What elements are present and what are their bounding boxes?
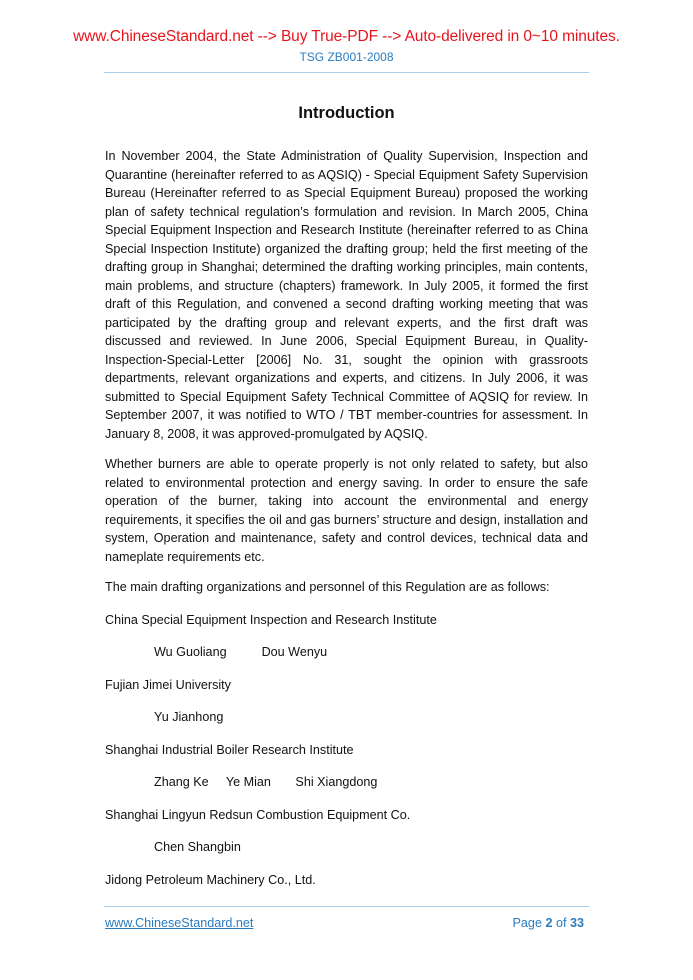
page-prefix: Page [512,916,546,930]
page-mid: of [552,916,570,930]
promo-banner[interactable]: www.ChineseStandard.net --> Buy True-PDF --> Auto-delivered in 0~10 minutes. [73,28,620,45]
document-id: TSG ZB001-2008 [299,50,394,64]
organization-name: Shanghai Industrial Boiler Research Institute [105,742,354,757]
paragraph-history: In November 2004, the State Administration of Quality Supervision, Inspection and Quarantine (hereinafter referred to as AQSIQ) - Special Equipment Safety Supervision Bureau (Hereinafter referred to as Special Equipment Bureau) proposed the working plan of safety technical regulation’s formulation and revision. In March 2005, China Special Equipment Inspection and Research Institute (hereinafter referred to as China Special Inspection Institute) organized the drafting group; held the first meeting of the drafting group in Shanghai; determined the drafting working principles, main contents, main problems, and structure (chapters) framework. In July 2005, it formed the first draft of this Regulation, and convened a second drafting working meeting that was participated by the drafting group and relevant experts, and the first draft was discussed and reviewed. In June 2006, Special Equipment Bureau, in Quality-Inspection-Special-Letter [2006] No. 31, sought the opinion with grassroots departments, relevant organizations and experts, and citizens. In July 2006, it was submitted to Special Equipment Safety Technical Committee of AQSIQ for review. In September 2007, it was notified to WTO / TBT member-countries for assessment. In January 8, 2008, it was approved-promulgated by AQSIQ. [105,149,588,441]
page-current: 2 [545,916,553,930]
organization-name: Fujian Jimei University [105,677,231,692]
page-number [513,916,584,930]
organization-people: Chen Shangbin [154,840,241,854]
paragraph-scope: Whether burners are able to operate properly is not only related to safety, but also related to environmental protection and energy saving. In order to ensure the safe operation of the burner, taking into account the environmental and energy requirements, it specifies the oil and gas burners’ structure and design, installation and system, Operation and maintenance, safety and control devices, technical data and nameplate requirements etc. [105,457,588,564]
footer-website-link[interactable]: www.ChineseStandard.net [105,916,254,930]
paragraph-drafters-intro: The main drafting organizations and personnel of this Regulation are as follows: [105,580,550,594]
organization-name: China Special Equipment Inspection and Research Institute [105,612,437,627]
header-divider [104,72,589,73]
organization-people: Wu Guoliang Dou Wenyu [154,645,328,659]
page-total: 33 [569,916,584,930]
organization-people: Zhang Ke Ye Mian Shi Xiangdong [154,775,378,789]
document-body [105,147,588,903]
organization-name: Jidong Petroleum Machinery Co., Ltd. [105,872,316,887]
organization-name: Shanghai Lingyun Redsun Combustion Equipment Co. [105,807,411,822]
page-title: Introduction [298,104,395,122]
footer-divider [104,906,589,907]
organization-people: Yu Jianhong [154,710,224,724]
